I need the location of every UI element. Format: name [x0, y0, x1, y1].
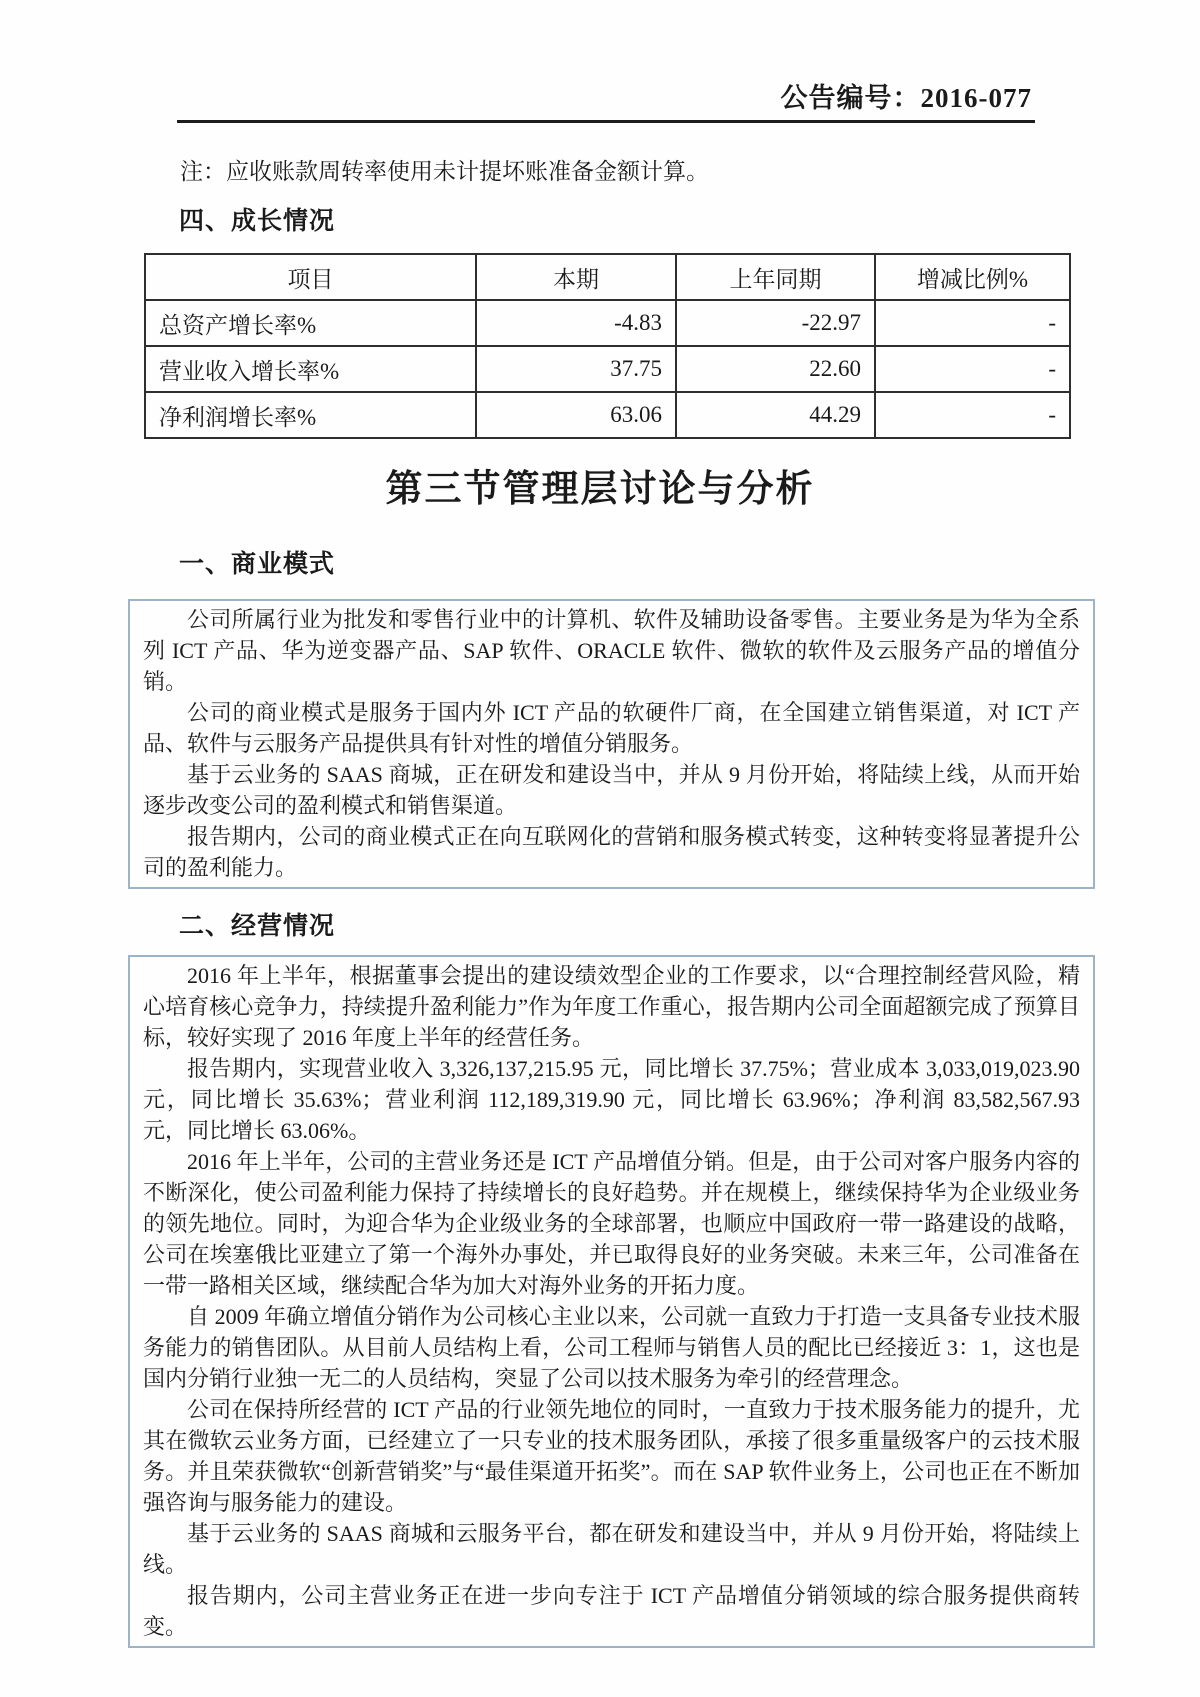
- table-header-row: [145, 254, 1070, 300]
- row-current-value: -4.83: [476, 300, 676, 346]
- row-current-value: 63.06: [476, 392, 676, 438]
- row-change-value: -: [875, 392, 1070, 438]
- paragraph: 2016 年上半年，根据董事会提出的建设绩效型企业的工作要求，以“合理控制经营风险，精心培育核心竞争力，持续提升盈利能力”作为年度工作重心，报告期内公司全面超额完成了预算目标，较好实现了 2016 年度上半年的经营任务。: [143, 963, 1080, 1050]
- announcement-number: 公告编号：2016-077: [780, 83, 1032, 113]
- chapter-title: 第三节管理层讨论与分析: [385, 469, 815, 510]
- section-heading-business-model: 一、商业模式: [179, 550, 336, 578]
- operations-box: [128, 955, 1095, 1648]
- row-item-label: 总资产增长率%: [145, 300, 476, 346]
- table-row: [145, 392, 1070, 438]
- table-row: [145, 346, 1070, 392]
- section-heading-operations: 二、经营情况: [179, 912, 336, 940]
- footnote-text: 注：应收账款周转率使用未计提坏账准备金额计算。: [180, 159, 709, 184]
- table-row: [145, 300, 1070, 346]
- header-rule: [177, 120, 1035, 123]
- row-prior-value: 44.29: [676, 392, 875, 438]
- row-prior-value: 22.60: [676, 346, 875, 392]
- row-item-label: 营业收入增长率%: [145, 346, 476, 392]
- section-heading-growth: 四、成长情况: [179, 207, 336, 235]
- col-header-change: 增减比例%: [875, 254, 1070, 300]
- paragraph: 基于云业务的 SAAS 商城和云服务平台，都在研发和建设当中，并从 9 月份开始，将陆续上线。: [143, 1521, 1080, 1577]
- col-header-prior: 上年同期: [676, 254, 875, 300]
- col-header-item: 项目: [145, 254, 476, 300]
- paragraph: 自 2009 年确立增值分销作为公司核心主业以来，公司就一直致力于打造一支具备专业技术服务能力的销售团队。从目前人员结构上看，公司工程师与销售人员的配比已经接近 3：1，这也是国内分销行业独一无二的人员结构，突显了公司以技术服务为牵引的经营理念。: [143, 1304, 1080, 1391]
- row-current-value: 37.75: [476, 346, 676, 392]
- business-model-box: [128, 599, 1095, 889]
- row-change-value: -: [875, 300, 1070, 346]
- row-prior-value: -22.97: [676, 300, 875, 346]
- paragraph: 公司的商业模式是服务于国内外 ICT 产品的软硬件厂商，在全国建立销售渠道，对 ICT 产品、软件与云服务产品提供具有针对性的增值分销服务。: [143, 700, 1080, 756]
- paragraph: 报告期内，公司的商业模式正在向互联网化的营销和服务模式转变，这种转变将显著提升公司的盈利能力。: [143, 824, 1080, 880]
- col-header-current: 本期: [476, 254, 676, 300]
- paragraph: 报告期内，实现营业收入 3,326,137,215.95 元，同比增长 37.75%；营业成本 3,033,019,023.90 元，同比增长 35.63%；营业利润 112,189,319.90 元，同比增长 63.96%；净利润 83,582,567.93 元，同比增长 63.06%。: [143, 1056, 1080, 1143]
- paragraph: 公司所属行业为批发和零售行业中的计算机、软件及辅助设备零售。主要业务是为华为全系列 ICT 产品、华为逆变器产品、SAP 软件、ORACLE 软件、微软的软件及云服务产品的增值分销。: [143, 607, 1080, 694]
- paragraph: 公司在保持所经营的 ICT 产品的行业领先地位的同时，一直致力于技术服务能力的提升，尤其在微软云业务方面，已经建立了一只专业的技术服务团队，承接了很多重量级客户的云技术服务。并且荣获微软“创新营销奖”与“最佳渠道开拓奖”。而在 SAP 软件业务上，公司也正在不断加强咨询与服务能力的建设。: [143, 1397, 1080, 1515]
- paragraph: 2016 年上半年，公司的主营业务还是 ICT 产品增值分销。但是，由于公司对客户服务内容的不断深化，使公司盈利能力保持了持续增长的良好趋势。并在规模上，继续保持华为企业级业务的领先地位。同时，为迎合华为企业级业务的全球部署，也顺应中国政府一带一路建设的战略，公司在埃塞俄比亚建立了第一个海外办事处，并已取得良好的业务突破。未来三年，公司准备在一带一路相关区域，继续配合华为加大对海外业务的开拓力度。: [143, 1149, 1080, 1298]
- paragraph: 报告期内，公司主营业务正在进一步向专注于 ICT 产品增值分销领域的综合服务提供商转变。: [143, 1583, 1080, 1639]
- row-item-label: 净利润增长率%: [145, 392, 476, 438]
- paragraph: 基于云业务的 SAAS 商城，正在研发和建设当中，并从 9 月份开始，将陆续上线，从而开始逐步改变公司的盈利模式和销售渠道。: [143, 762, 1080, 818]
- row-change-value: -: [875, 346, 1070, 392]
- growth-table: [144, 253, 1071, 439]
